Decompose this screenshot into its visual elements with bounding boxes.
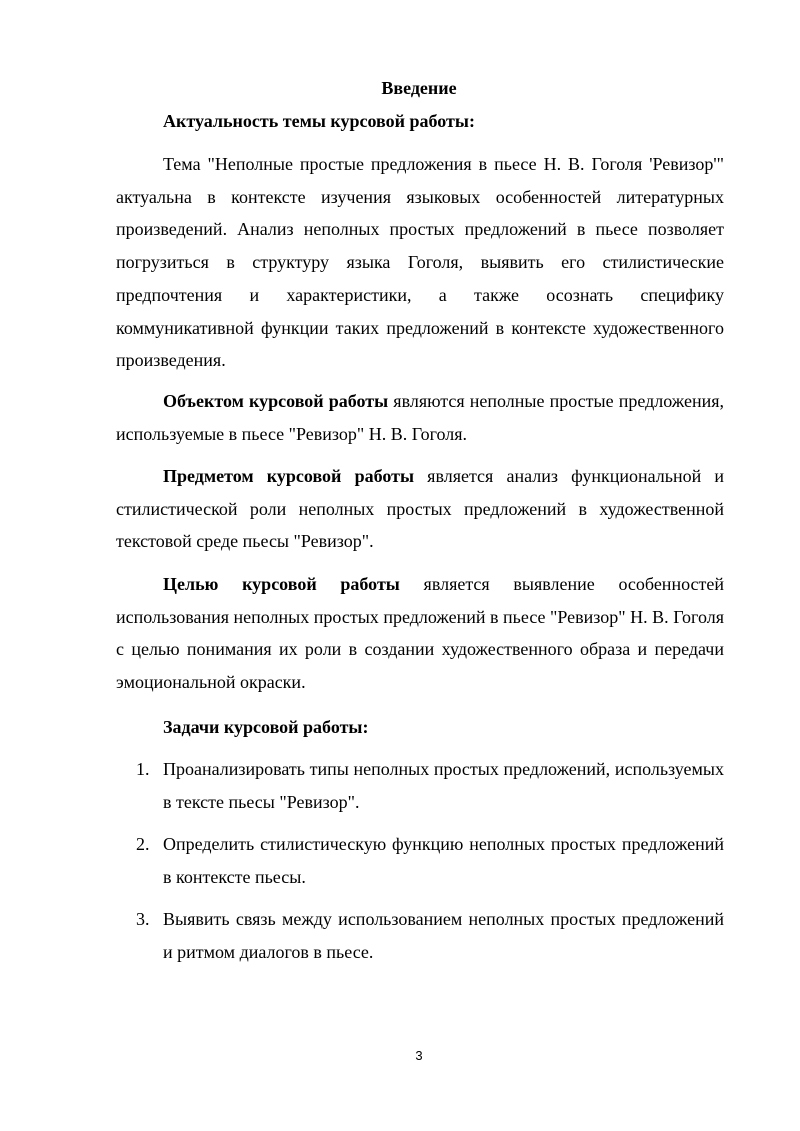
page-number: 3 <box>415 1048 423 1063</box>
relevance-heading: Актуальность темы курсовой работы: <box>163 111 475 131</box>
object-label: Объектом курсовой работы <box>163 391 389 411</box>
goal-text: является выявление особенностей использования неполных простых предложений в пьесе "Ревизор" Н. В. Гоголя с целью понимания их роли в создании художественного образа и передачи эмоциональной окраски. <box>116 574 724 693</box>
task-text: Проанализировать типы неполных простых предложений, используемых в тексте пьесы "Ревизор". <box>163 759 724 812</box>
task-item <box>136 753 724 818</box>
goal-label: Целью курсовой работы <box>163 574 400 594</box>
goal-paragraph <box>116 568 724 699</box>
tasks-heading: Задачи курсовой работы: <box>163 717 369 737</box>
subject-text: является анализ функциональной и стилистической роли неполных простых предложений в художественной текстовой среде пьесы "Ревизор". <box>116 466 724 552</box>
subject-paragraph <box>116 460 724 558</box>
section-heading: Введение <box>381 78 457 98</box>
relevance-paragraph: Тема "Неполные простые предложения в пьесе Н. В. Гоголя 'Ревизор'" актуальна в контексте изучения языковых особенностей литературных произведений. Анализ неполных простых предложений в пьесе позволяет погрузиться в структуру языка Гоголя, выявить его стилистические предпочтения и характеристики, а также осознать специфику коммуникативной функции таких предложений в контексте художественного произведения. <box>116 154 724 371</box>
object-paragraph <box>116 385 724 450</box>
object-text: являются неполные простые предложения, используемые в пьесе "Ревизор" Н. В. Гоголя. <box>116 391 725 444</box>
subject-label: Предметом курсовой работы <box>163 466 415 486</box>
task-text: Выявить связь между использованием неполных простых предложений и ритмом диалогов в пьесе. <box>163 909 724 962</box>
task-text: Определить стилистическую функцию неполных простых предложений в контексте пьесы. <box>163 834 724 887</box>
task-number: 2. <box>136 834 150 854</box>
task-number: 1. <box>136 759 150 779</box>
task-item <box>136 828 724 893</box>
task-number: 3. <box>136 909 150 929</box>
task-item <box>136 903 724 968</box>
